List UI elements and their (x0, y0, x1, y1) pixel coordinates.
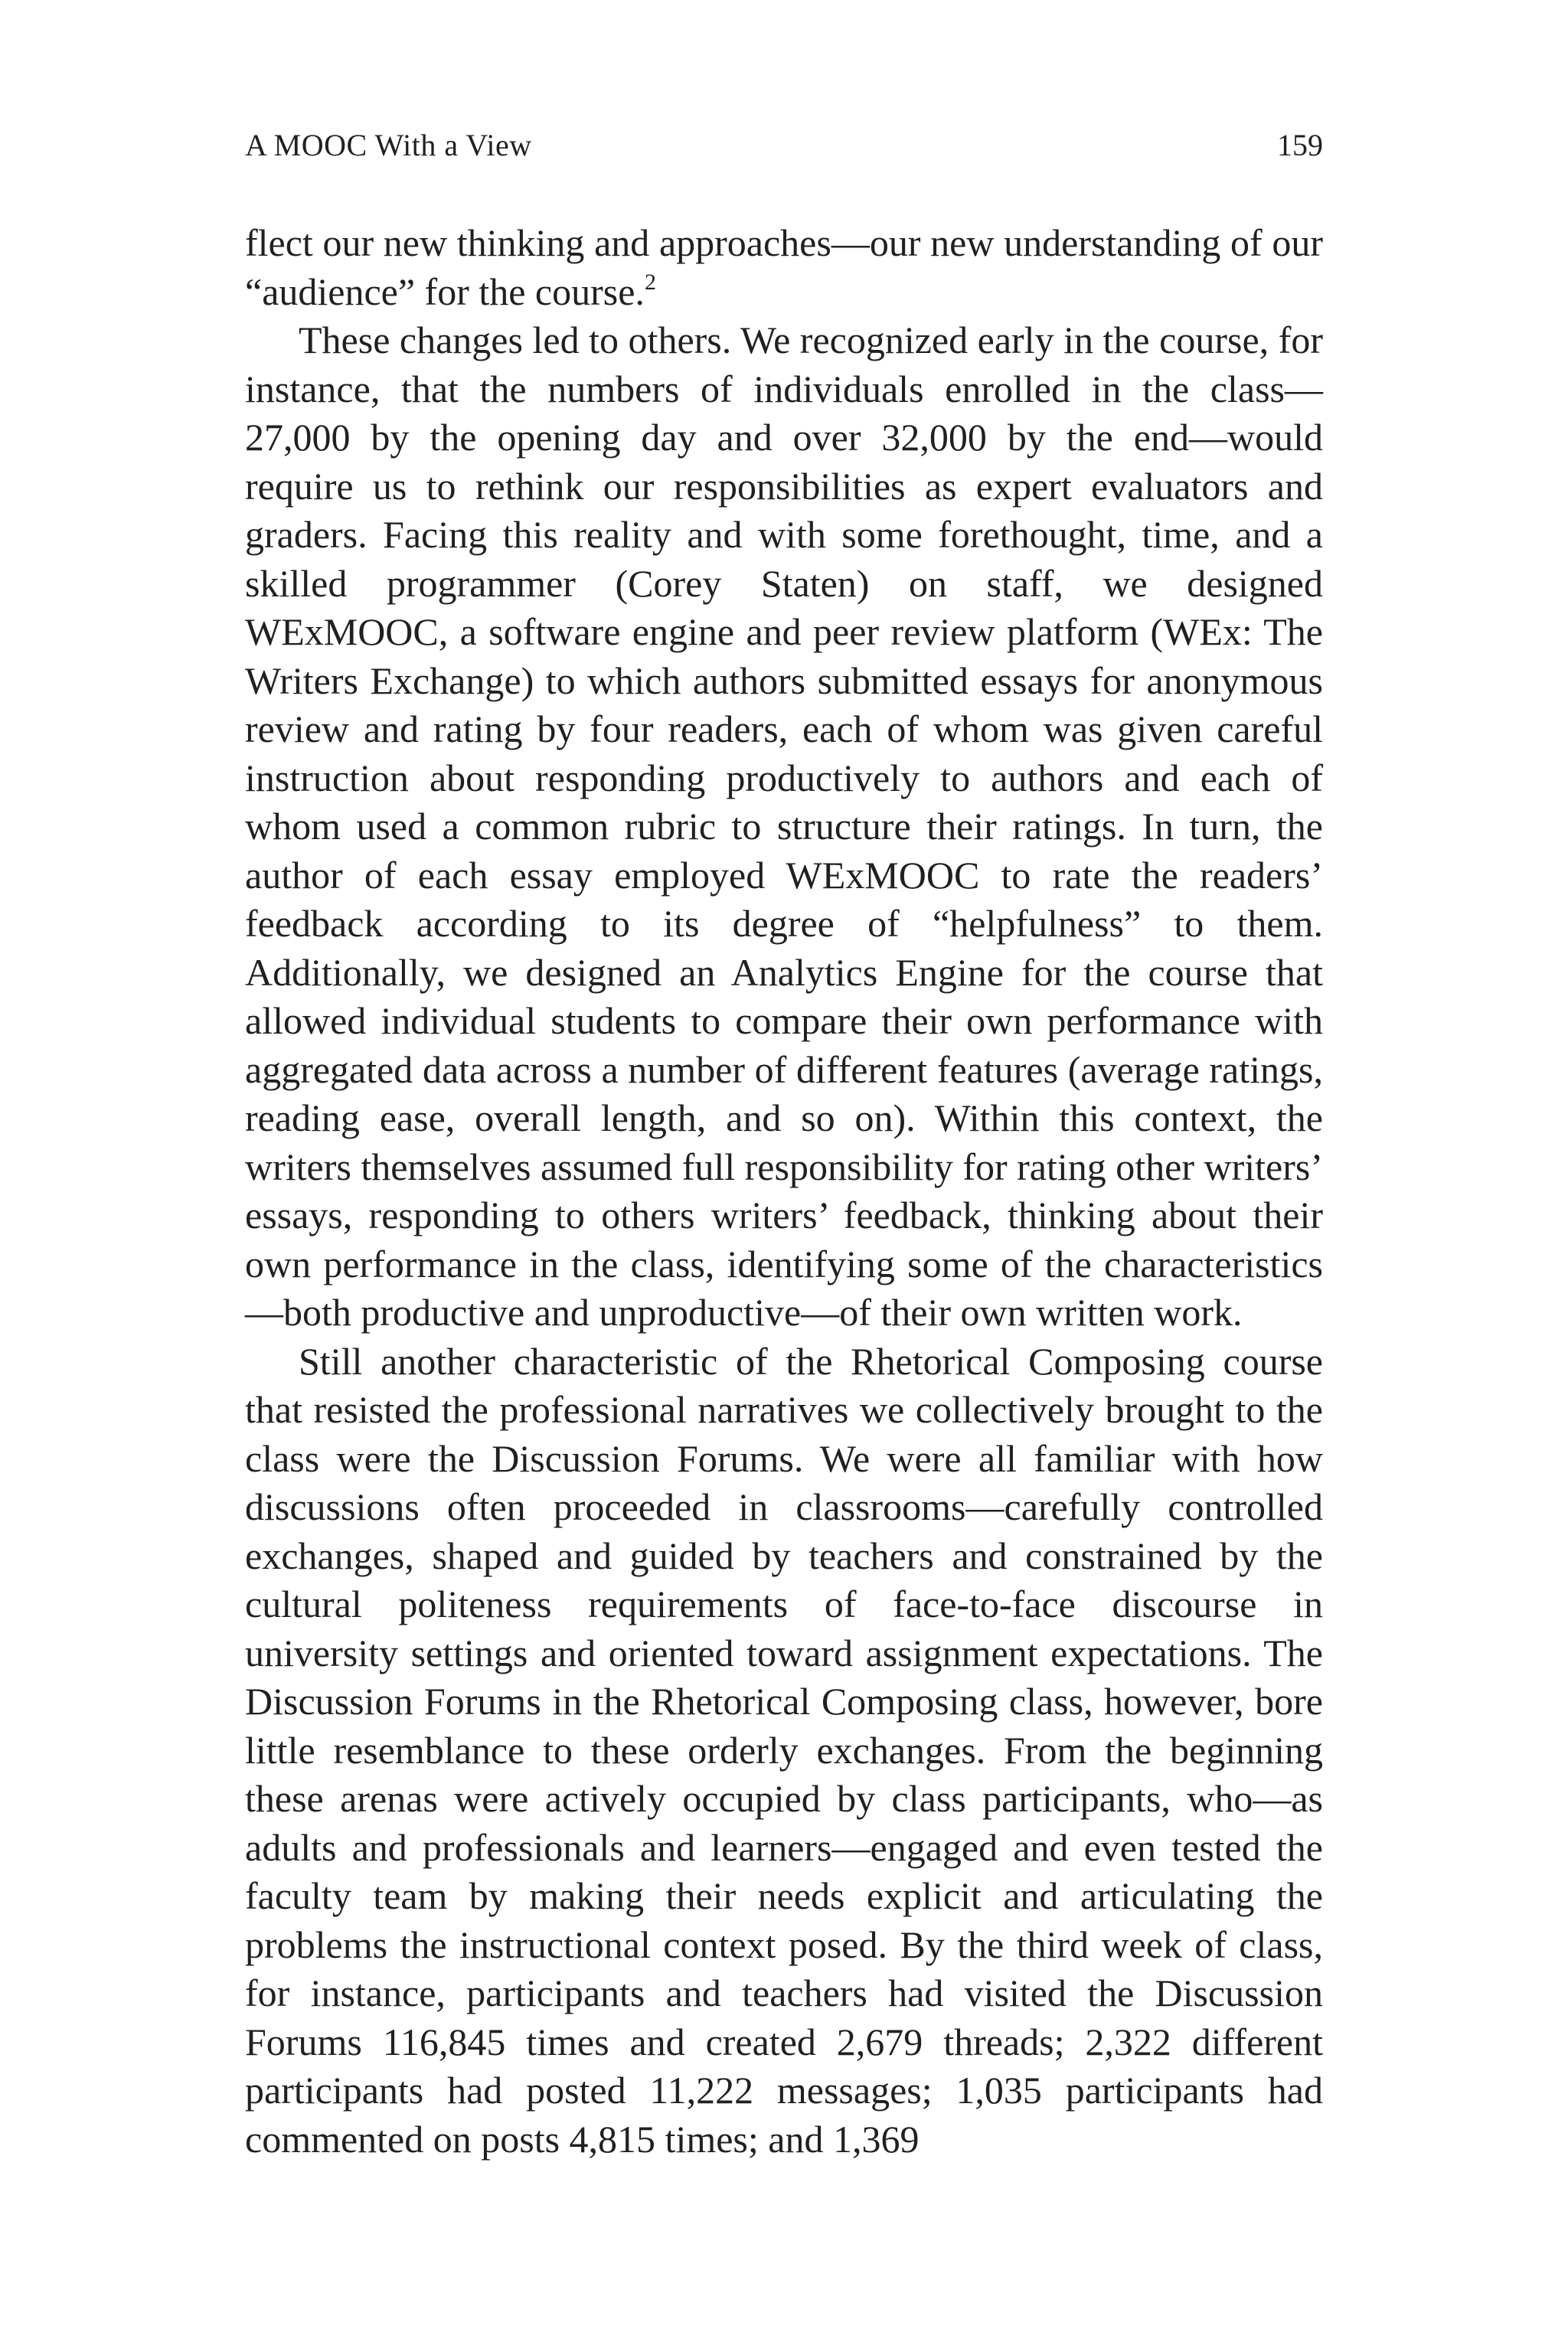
paragraph-3: Still another characteristic of the Rhetorical Composing course that resisted the professional narratives we collectively brought to the class were the Discussion Forums. We were all familiar with how discussions often proceeded in classrooms—carefully controlled exchanges, shaped and guided by teachers and constrained by the cultural politeness requirements of face-to-face discourse in university settings and oriented toward assignment expectations. The Discussion Forums in the Rhetorical Composing class, however, bore little resemblance to these orderly exchanges. From the beginning these arenas were actively occupied by class participants, who—as adults and professionals and learners—engaged and even tested the faculty team by making their needs explicit and articulating the problems the instructional context posed. By the third week of class, for instance, participants and teachers had visited the Discussion Forums 116,845 times and created 2,679 threads; 2,322 different participants had posted 11,222 messages; 1,035 participants had commented on posts 4,815 times; and 1,369 (245, 1339, 1323, 2161)
running-head-title: A MOOC With a View (245, 128, 532, 162)
running-header (245, 122, 1323, 168)
paragraph-continued (245, 219, 1323, 316)
footnote-reference[interactable]: 2 (644, 269, 656, 295)
page-number: 159 (1277, 128, 1323, 162)
paragraph-2: These changes led to others. We recognized early in the course, for instance, that the numbers of individuals enrolled in the class—27,000 by the opening day and over 32,000 by the end—would require us to rethink our responsibilities as expert evaluators and graders. Facing this reality and with some forethought, time, and a skilled programmer (Corey Staten) on staff, we designed WExMOOC, a software engine and peer review platform (WEx: The Writers Exchange) to which authors submitted essays for anonymous review and rating by four readers, each of whom was given careful instruction about responding productively to authors and each of whom used a common rubric to structure their ratings. In turn, the author of each essay employed WExMOOC to rate the readers’ feedback according to its degree of “helpfulness” to them. Additionally, we designed an Analytics Engine for the course that allowed individual students to compare their own performance with aggregated data across a number of different features (average ratings, reading ease, overall length, and so on). Within this context, the writers themselves assumed full responsibility for rating other writers’ essays, responding to others writers’ feedback, thinking about their own performance in the class, identifying some of the characteristics—both productive and unproductive—of their own written work. (245, 318, 1324, 1334)
body-text (245, 219, 1323, 2164)
paragraph-1-text: flect our new thinking and approaches—our new understanding of our “audience” for the course. (245, 221, 1323, 313)
